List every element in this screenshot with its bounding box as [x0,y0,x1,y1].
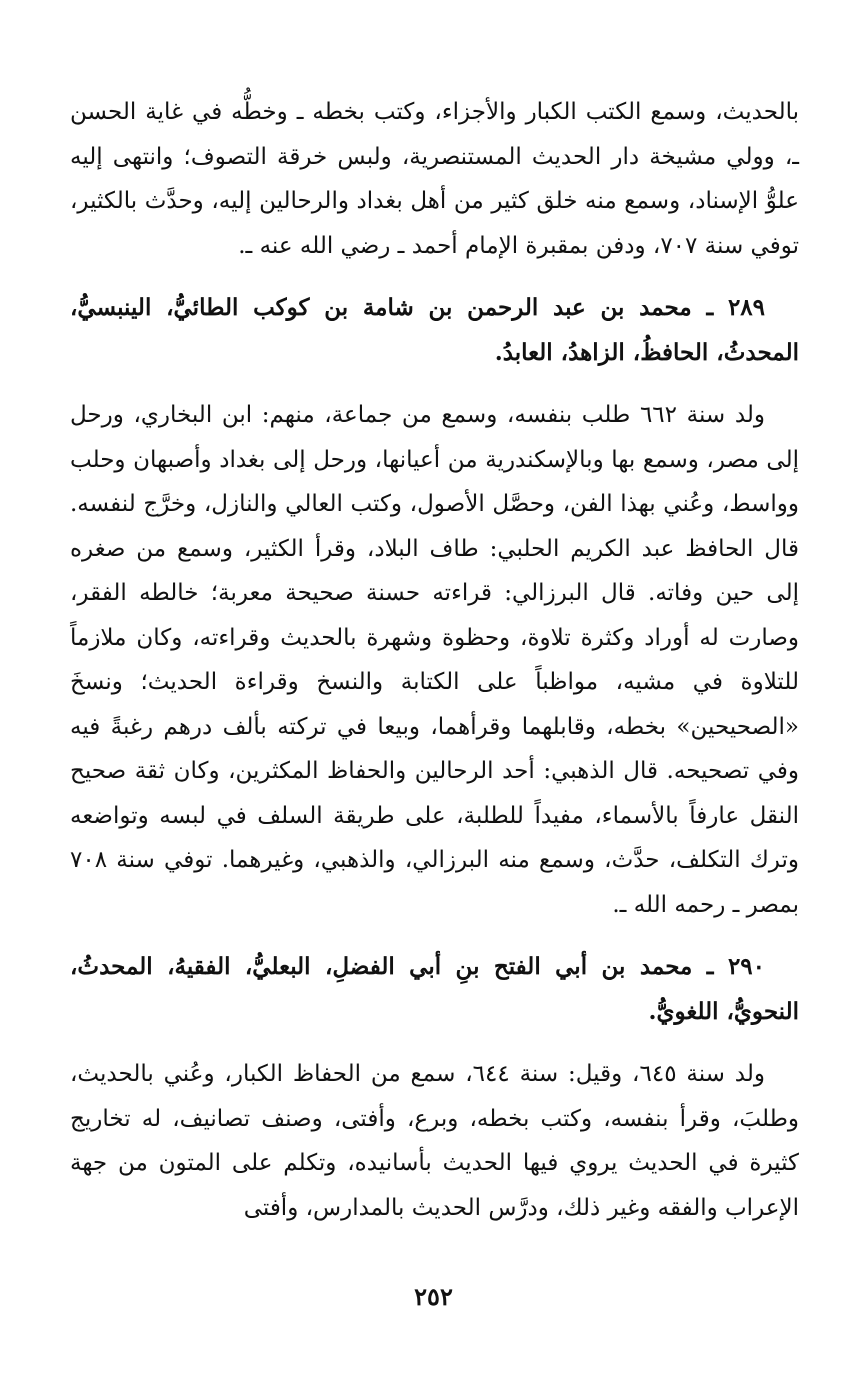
page-number: ٢٥٢ [414,1282,453,1311]
entry-body-289: ولد سنة ٦٦٢ طلب بنفسه، وسمع من جماعة، منهم: ابن البخاري، ورحل إلى مصر، وسمع بها وبالإسكندرية من أعيانها، ورحل إلى بغداد وأصبهان وحلب وواسط، وعُني بهذا الفن، وحصَّل الأصول، وكتب العالي والنازل، وخرَّج لنفسه. قال الحافظ عبد الكريم الحلبي: طاف البلاد، وقرأ الكثير، وسمع من صغره إلى حين وفاته. قال البرزالي: قراءته حسنة صحيحة معربة؛ خالطه الفقر، وصارت له أوراد وكثرة تلاوة، وحظوة وشهرة بالحديث وقراءته، وكان ملازماً للتلاوة في مشيه، مواظباً على الكتابة والنسخ وقراءة الحديث؛ ونسخَ «الصحيحين» بخطه، وقابلهما وقرأهما، وبيعا في تركته بألف درهم رغبةً فيه وفي تصحيحه. قال الذهبي: أحد الرحالين والحفاظ المكثرين، وكان ثقة صحيح النقل عارفاً بالأسماء، مفيداً للطلبة، على طريقة السلف في لبسه وتواضعه وترك التكلف، حدَّث، وسمع منه البرزالي، والذهبي، وغيرهما. توفي سنة ٧٠٨ بمصر ـ رحمه الله ـ. [70,402,799,918]
paragraph-gap [70,1034,799,1052]
page-body [70,90,799,1230]
paragraph-gap [70,927,799,945]
entry-heading-289: ٢٨٩ ـ محمد بن عبد الرحمن بن شامة بن كوكب الطائيُّ، الينبسيُّ، المحدثُ، الحافظُ، الزاهدُ، العابدُ. [70,294,799,366]
entry-body-290: ولد سنة ٦٤٥، وقيل: سنة ٦٤٤، سمع من الحفاظ الكبار، وعُني بالحديث، وطلبَ، وقرأ بنفسه، وكتب بخطه، وبرع، وأفتى، وصنف تصانيف، له تخاريج كثيرة في الحديث يروي فيها الحديث بأسانيده، وتكلم على المتون من جهة الإعراب والفقه وغير ذلك، ودرَّس الحديث بالمدارس، وأفتى [70,1061,799,1221]
entry-heading-290: ٢٩٠ ـ محمد بن أبي الفتح بنِ أبي الفضلِ، البعليُّ، الفقيهُ، المحدثُ، النحويُّ، اللغويُّ. [70,953,799,1025]
paragraph-gap [70,268,799,286]
paragraph-gap [70,375,799,393]
paragraph-continuation: بالحديث، وسمع الكتب الكبار والأجزاء، وكتب بخطه ـ وخطُّه في غاية الحسن ـ، وولي مشيخة دار الحديث المستنصرية، ولبس خرقة التصوف؛ وانتهى إليه علوُّ الإسناد، وسمع منه خلق كثير من أهل بغداد والرحالين إليه، وحدَّث بالكثير، توفي سنة ٧٠٧، ودفن بمقبرة الإمام أحمد ـ رضي الله عنه ـ. [70,99,799,259]
